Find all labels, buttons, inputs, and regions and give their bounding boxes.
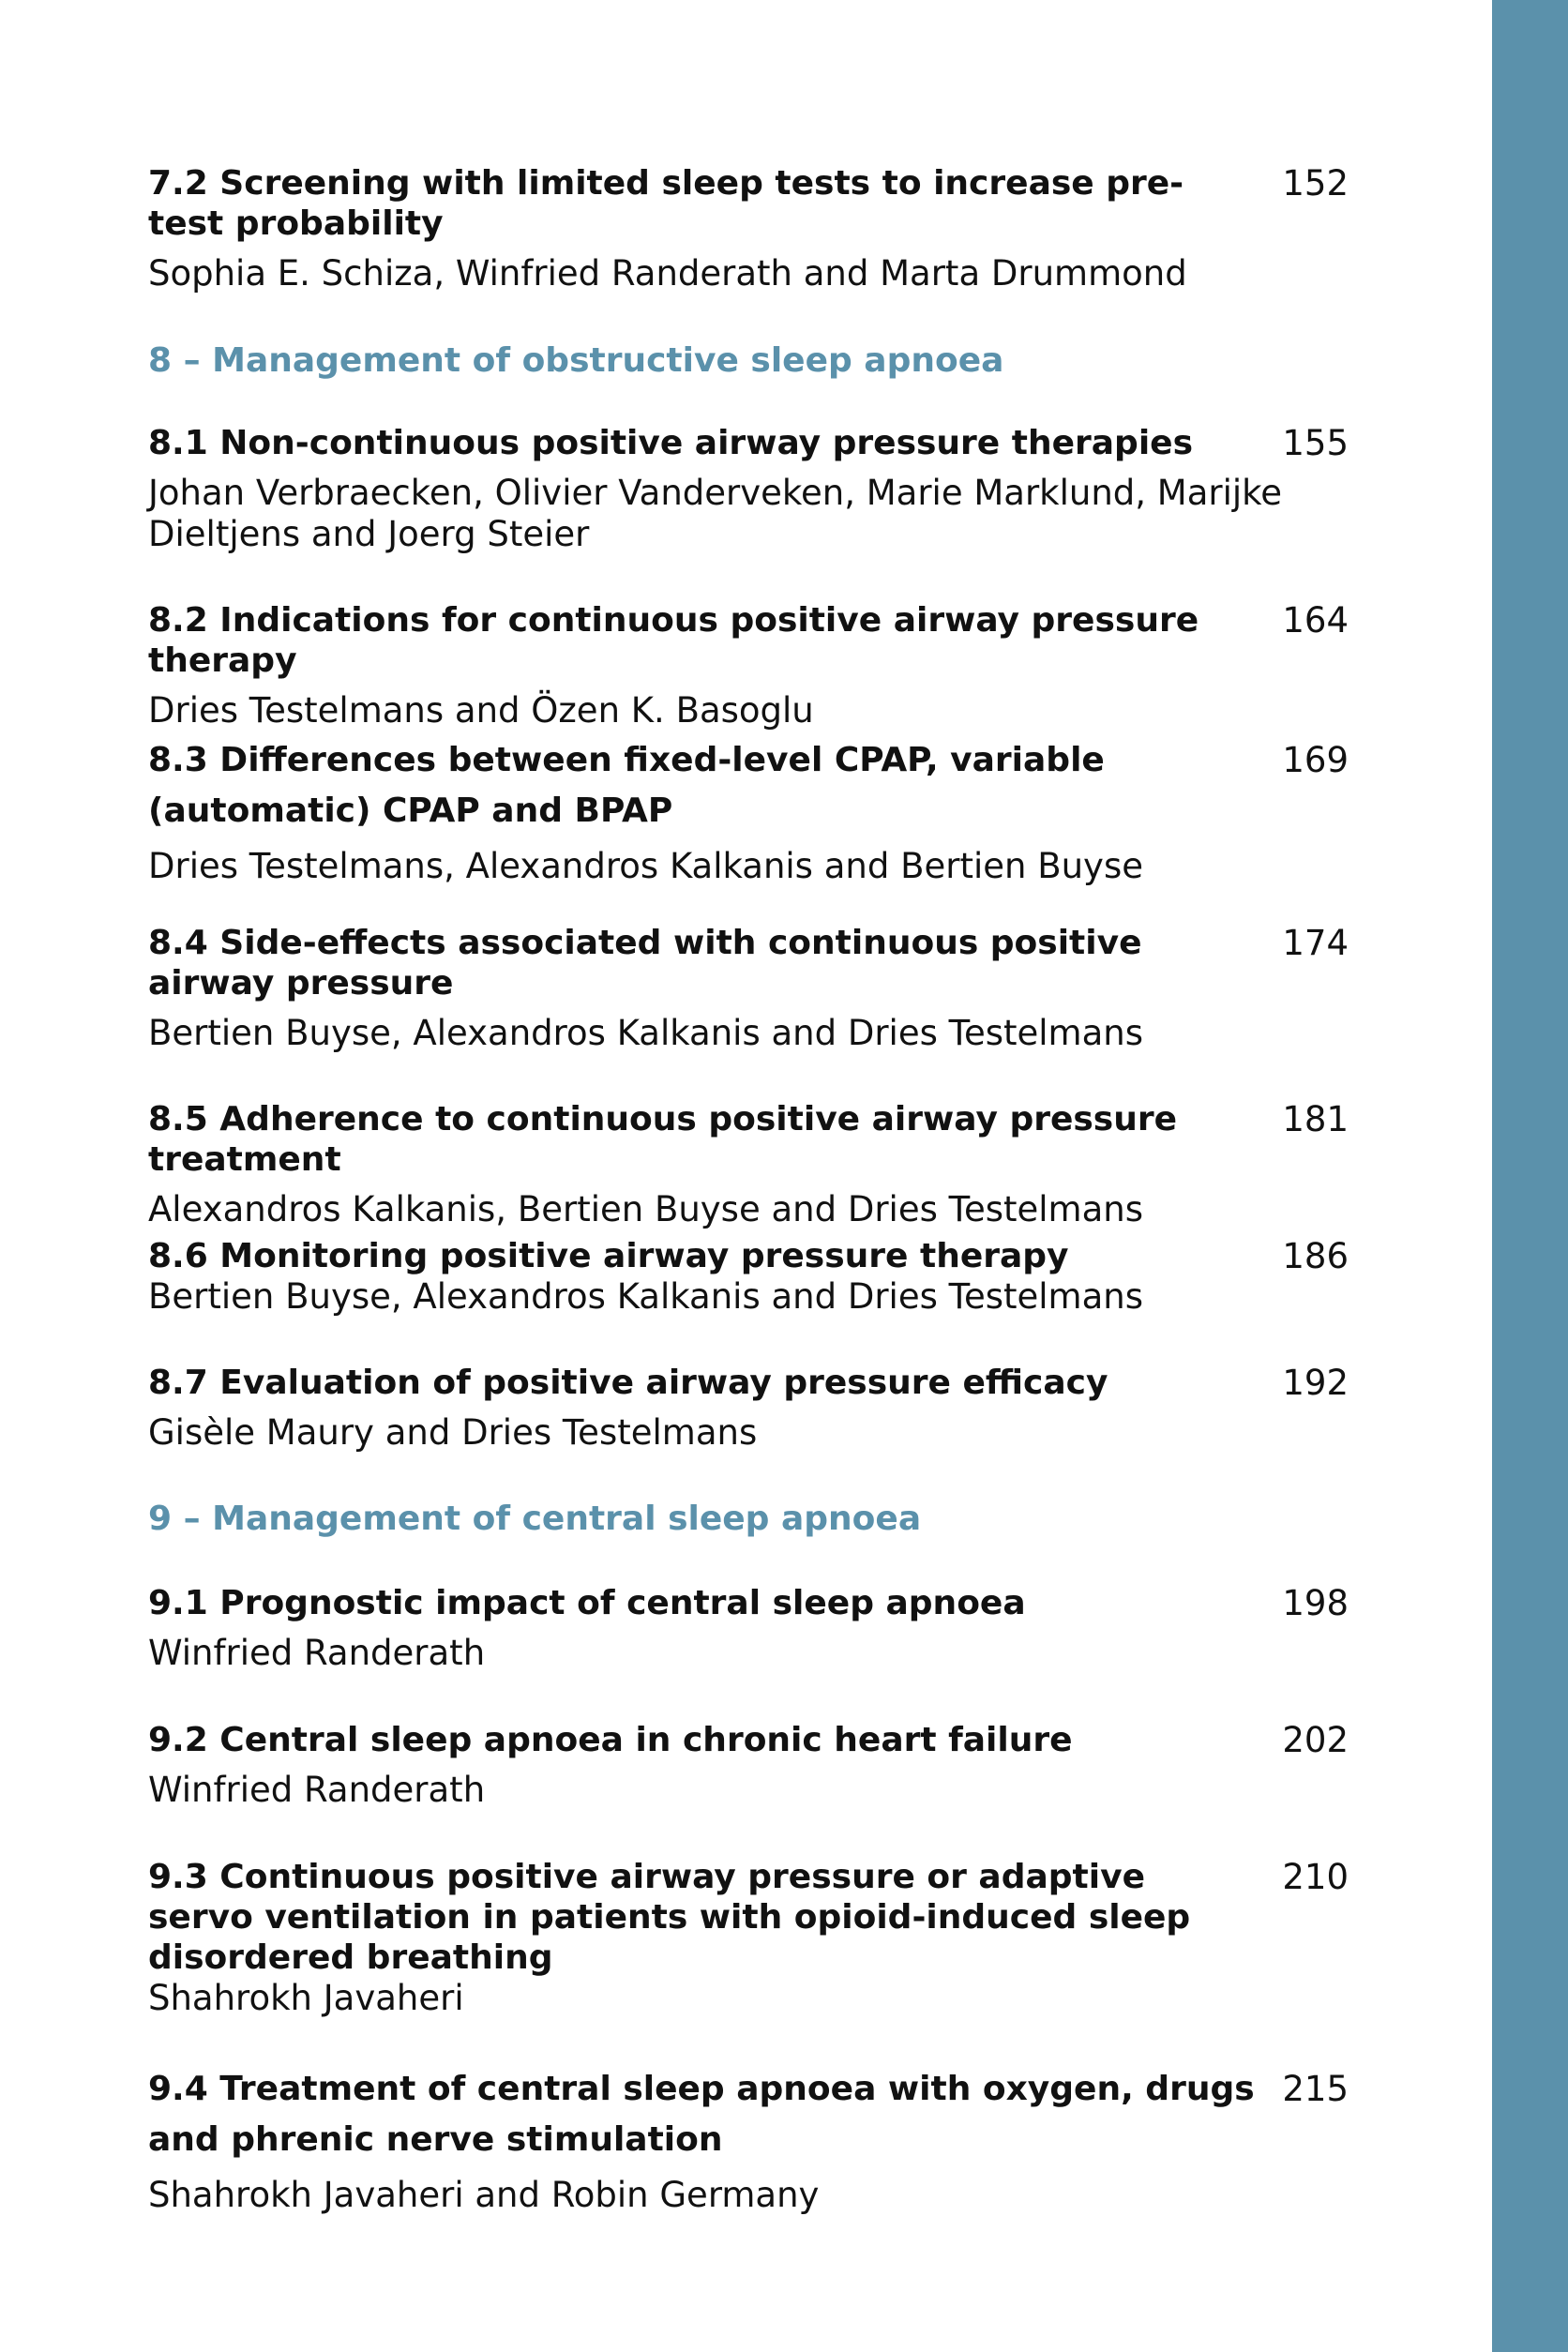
entry-page-number: 202 — [1282, 1720, 1349, 1760]
section-heading-8: 8 – Management of obstructive sleep apnoea — [148, 341, 1004, 380]
entry-title: 8.5 Adherence to continuous positive airway pressure treatment — [148, 1100, 1178, 1179]
entry-page-number: 181 — [1282, 1099, 1349, 1139]
entry-page-number: 210 — [1282, 1857, 1349, 1897]
toc-entry-8-4[interactable] — [148, 923, 1367, 1054]
entry-page-number: 186 — [1282, 1236, 1349, 1276]
entry-page-number: 152 — [1282, 163, 1349, 204]
toc-entry-9-1[interactable] — [148, 1583, 1367, 1674]
entry-page-number: 164 — [1282, 600, 1349, 641]
toc-entry-9-4[interactable] — [148, 2064, 1367, 2216]
entry-title: 8.4 Side-effects associated with continuous positive airway pressure — [148, 924, 1142, 1003]
toc-entry-8-6[interactable] — [148, 1236, 1367, 1318]
entry-title: 8.1 Non-continuous positive airway pressure therapies — [148, 424, 1194, 462]
section-heading-9: 9 – Management of central sleep apnoea — [148, 1500, 922, 1538]
entry-page-number: 155 — [1282, 423, 1349, 463]
entry-authors: Bertien Buyse, Alexandros Kalkanis and Dries Testelmans — [148, 1276, 1143, 1317]
entry-authors: Shahrokh Javaheri — [148, 1978, 464, 2018]
entry-page-number: 215 — [1282, 2069, 1349, 2109]
entry-authors: Bertien Buyse, Alexandros Kalkanis and Dries Testelmans — [148, 1013, 1143, 1053]
toc-entry-7-2[interactable] — [148, 163, 1367, 294]
entry-title: 9.3 Continuous positive airway pressure or adaptive servo ventilation in patients with opioid-induced sleep disordered breathing — [148, 1858, 1191, 1977]
side-color-bar — [1492, 0, 1568, 2352]
entry-page-number: 192 — [1282, 1363, 1349, 1403]
entry-authors: Dries Testelmans and Özen K. Basoglu — [148, 690, 814, 731]
entry-title: 9.4 Treatment of central sleep apnoea with oxygen, drugs and phrenic nerve stimulation — [148, 2070, 1255, 2159]
entry-title: 8.3 Differences between fixed-level CPAP, variable (automatic) CPAP and BPAP — [148, 741, 1105, 830]
entry-authors: Sophia E. Schiza, Winfried Randerath and Marta Drummond — [148, 253, 1187, 294]
entry-authors: Winfried Randerath — [148, 1770, 486, 1810]
entry-page-number: 169 — [1282, 740, 1349, 780]
entry-authors: Gisèle Maury and Dries Testelmans — [148, 1412, 758, 1453]
entry-page-number: 198 — [1282, 1583, 1349, 1623]
toc-entry-8-3[interactable] — [148, 735, 1367, 887]
toc-entry-9-2[interactable] — [148, 1720, 1367, 1811]
entry-title: 9.1 Prognostic impact of central sleep apnoea — [148, 1584, 1026, 1622]
toc-entry-9-3[interactable] — [148, 1857, 1367, 2019]
entry-title: 9.2 Central sleep apnoea in chronic heart failure — [148, 1721, 1073, 1759]
entry-authors: Dries Testelmans, Alexandros Kalkanis and Bertien Buyse — [148, 846, 1143, 886]
toc-entry-8-1[interactable] — [148, 423, 1367, 555]
entry-title: 8.7 Evaluation of positive airway pressure efficacy — [148, 1364, 1108, 1402]
entry-authors: Shahrokh Javaheri and Robin Germany — [148, 2175, 820, 2215]
entry-authors: Winfried Randerath — [148, 1633, 486, 1673]
entry-title: 8.2 Indications for continuous positive airway pressure therapy — [148, 601, 1199, 680]
entry-title: 8.6 Monitoring positive airway pressure therapy — [148, 1237, 1069, 1275]
entry-page-number: 174 — [1282, 923, 1349, 963]
toc-entry-8-2[interactable] — [148, 600, 1367, 731]
entry-authors: Johan Verbraecken, Olivier Vanderveken, Marie Marklund, Marijke Dieltjens and Joerg Steier — [148, 473, 1283, 554]
entry-authors: Alexandros Kalkanis, Bertien Buyse and Dries Testelmans — [148, 1189, 1143, 1229]
toc-entry-8-5[interactable] — [148, 1099, 1367, 1230]
entry-title: 7.2 Screening with limited sleep tests to increase pre-test probability — [148, 164, 1184, 243]
toc-entry-8-7[interactable] — [148, 1363, 1367, 1454]
